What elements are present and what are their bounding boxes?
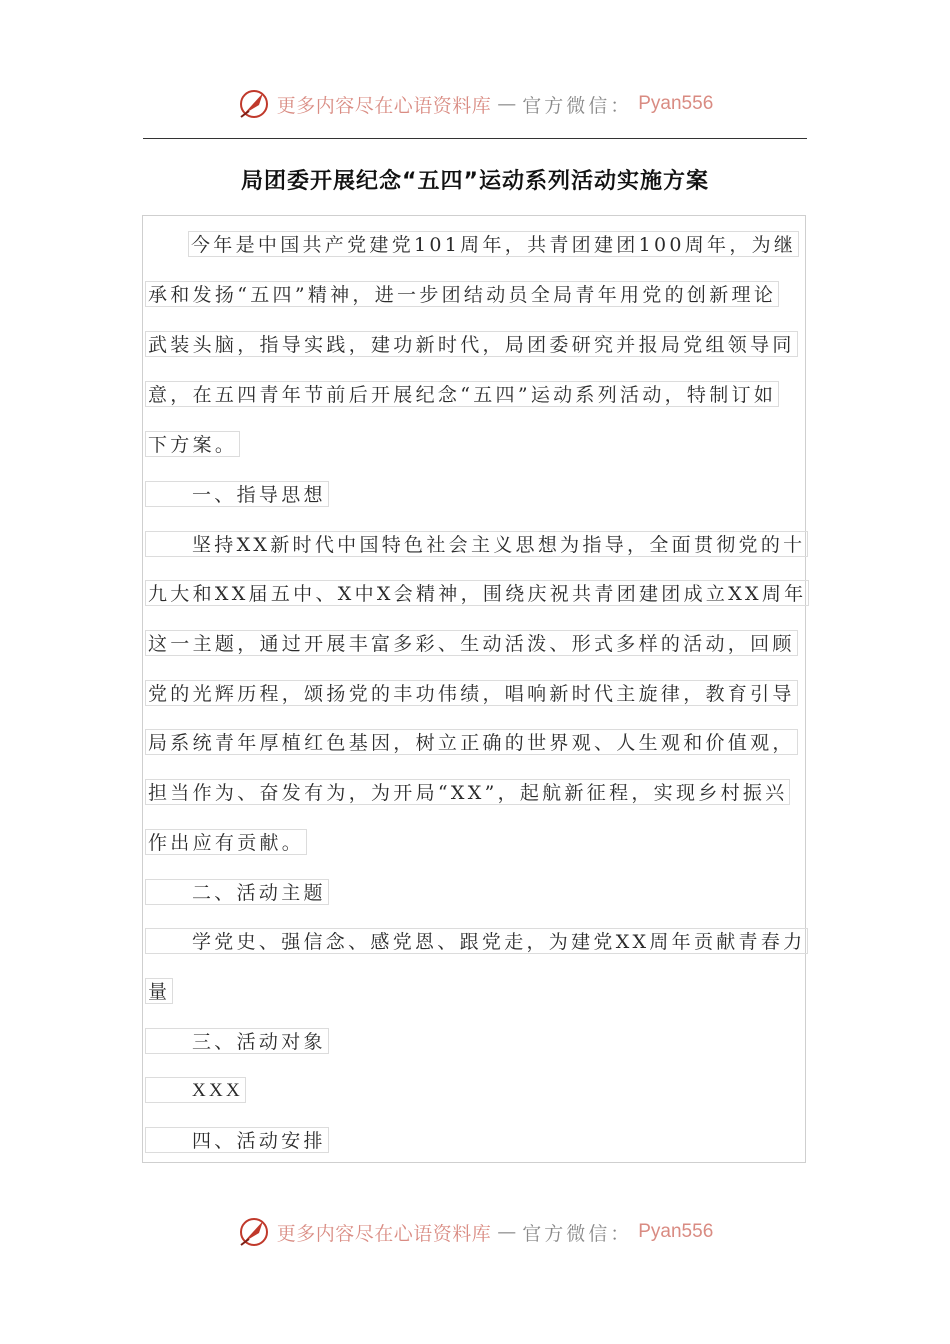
banner-separator: — — [497, 1221, 517, 1243]
body-line: 坚持XX新时代中国特色社会主义思想为指导，全面贯彻党的十 — [145, 531, 808, 557]
header-rule — [143, 138, 807, 139]
body-line: 学党史、强信念、感党恩、跟党走，为建党XX周年贡献青春力 — [145, 928, 808, 954]
banner-separator: — — [497, 93, 517, 115]
banner-text: 更多内容尽在心语资料库 — [276, 1222, 492, 1245]
banner-wechat-id: Pyan556 — [638, 1221, 714, 1242]
body-line: 九大和XX届五中、X中X会精神，围绕庆祝共青团建团成立XX周年 — [145, 580, 809, 606]
body-line: 今年是中国共产党建党101周年，共青团建团100周年，为继 — [188, 231, 799, 257]
quill-pen-logo-icon — [237, 87, 271, 121]
footer-banner — [0, 1212, 950, 1252]
banner-text: 更多内容尽在心语资料库 — [276, 94, 492, 117]
body-line: 武装头脑，指导实践，建功新时代，局团委研究并报局党组领导同 — [145, 331, 798, 357]
body-line: 担当作为、奋发有为，为开局“XX”，起航新征程，实现乡村振兴 — [145, 779, 790, 805]
body-line: 承和发扬“五四”精神，进一步团结动员全局青年用党的创新理论 — [145, 281, 779, 307]
banner-wechat-label: 官方微信： — [522, 1222, 633, 1245]
body-line: 量 — [145, 978, 173, 1004]
body-line: 局系统青年厚植红色基因，树立正确的世界观、人生观和价值观， — [145, 729, 798, 755]
body-line: XXX — [145, 1077, 246, 1103]
body-line: 党的光辉历程，颂扬党的丰功伟绩，唱响新时代主旋律，教育引导 — [145, 680, 798, 706]
section-heading: 三、活动对象 — [145, 1028, 329, 1054]
banner-wechat-label: 官方微信： — [522, 94, 633, 117]
quill-pen-logo-icon — [237, 1215, 271, 1249]
document-title: 局团委开展纪念“五四”运动系列活动实施方案 — [241, 169, 709, 194]
section-heading: 二、活动主题 — [145, 879, 329, 905]
header-banner — [0, 84, 950, 124]
body-line: 意，在五四青年节前后开展纪念“五四”运动系列活动，特制订如 — [145, 381, 779, 407]
body-line: 作出应有贡献。 — [145, 829, 307, 855]
section-heading: 四、活动安排 — [145, 1127, 329, 1153]
section-heading: 一、指导思想 — [145, 481, 329, 507]
banner-wechat-id: Pyan556 — [638, 93, 714, 114]
body-line: 下方案。 — [145, 431, 240, 457]
body-line: 这一主题，通过开展丰富多彩、生动活泼、形式多样的活动，回顾 — [145, 630, 798, 656]
